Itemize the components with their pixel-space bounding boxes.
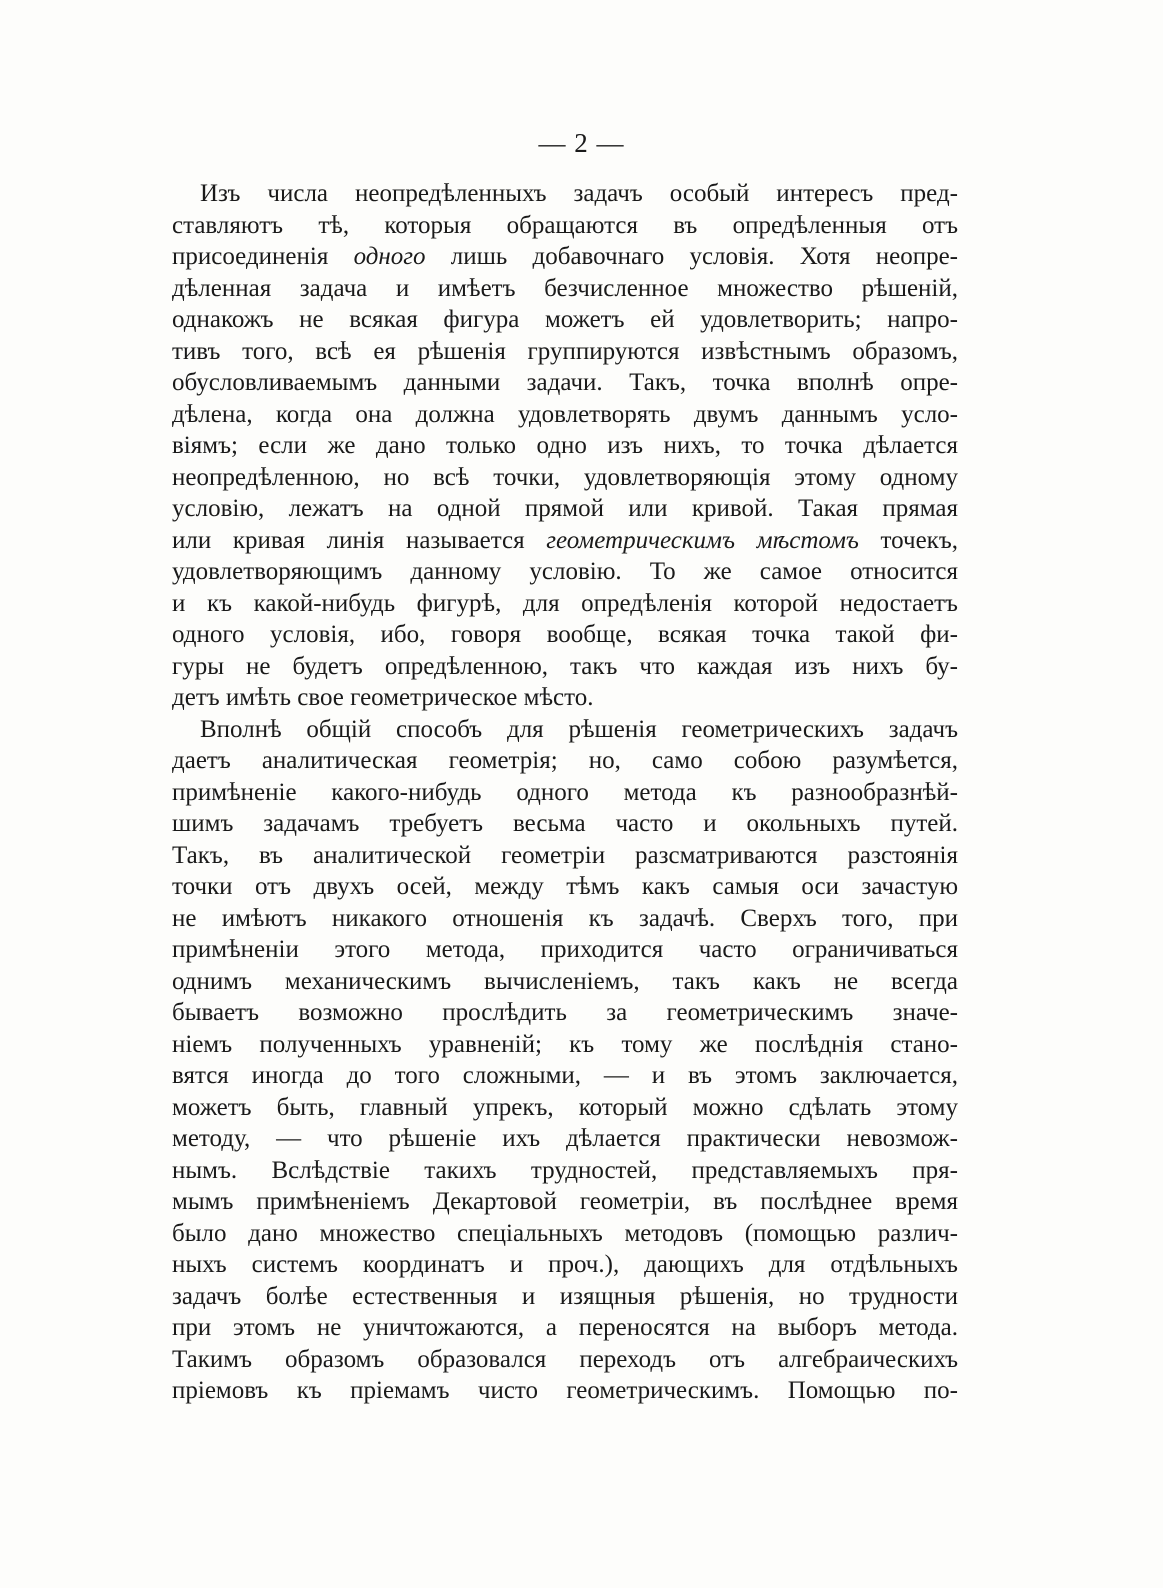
text-segment: примѣненіи этого метода, приходится часто ограничиваться — [172, 936, 958, 963]
text-line — [172, 745, 958, 777]
text-line — [172, 367, 958, 399]
text-segment: віямъ; если же дано только одно изъ нихъ, то точка дѣлается — [172, 432, 958, 459]
text-segment: вятся иногда до того сложными, — и въ этомъ заключается, — [172, 1062, 958, 1089]
text-line — [172, 1123, 958, 1155]
text-segment: неопредѣленною, но всѣ точки, удовлетворяющія этому одному — [172, 463, 958, 491]
text-segment: Такъ, въ аналитической геометріи разсматриваются разстоянія — [172, 841, 958, 869]
text-segment: тивъ того, всѣ ея рѣшенія группируются извѣстнымъ образомъ, — [172, 337, 958, 365]
text-line — [172, 178, 958, 210]
text-segment: гуры не будетъ опредѣленною, такъ что каждая изъ нихъ бу- — [172, 652, 958, 680]
text-segment: дѣленная задача и имѣетъ безчисленное множество рѣшеній, — [172, 274, 958, 302]
text-segment: обусловливаемымъ данными задачи. Такъ, точка вполнѣ опре- — [172, 369, 958, 396]
text-line — [172, 1060, 958, 1092]
body-text — [172, 178, 958, 1407]
text-segment: присоединенія — [172, 243, 354, 270]
text-line — [172, 273, 958, 305]
text-segment: одного условія, ибо, говоря вообще, всякая точка такой фи- — [172, 621, 958, 648]
text-line — [172, 462, 958, 494]
text-segment: было дано множество спеціальныхъ методовъ (помощью различ- — [172, 1219, 958, 1247]
text-line — [172, 903, 958, 935]
text-line — [172, 871, 958, 903]
text-segment: условію, лежатъ на одной прямой или кривой. Такая прямая — [172, 495, 958, 522]
text-line — [172, 1218, 958, 1250]
text-line — [172, 966, 958, 998]
text-line — [172, 682, 958, 714]
text-segment: лишь добавочнаго условія. Хотя неопре- — [425, 243, 958, 270]
text-line — [172, 304, 958, 336]
text-segment: однакожъ не всякая фигура можетъ ей удовлетворить; напро- — [172, 306, 958, 333]
text-line — [172, 1186, 958, 1218]
text-line — [172, 556, 958, 588]
text-line — [172, 808, 958, 840]
text-line — [172, 1155, 958, 1187]
text-line — [172, 430, 958, 462]
text-segment: шимъ задачамъ требуетъ весьма часто и окольныхъ путей. — [172, 810, 958, 837]
italic-term: одного — [353, 243, 426, 270]
text-segment: удовлетворяющимъ данному условію. То же самое относится — [172, 558, 958, 585]
text-segment: нымъ. Вслѣдствіе такихъ трудностей, представляемыхъ пря- — [172, 1156, 958, 1184]
text-line — [172, 493, 958, 525]
text-line — [172, 399, 958, 431]
italic-term: геометрическимъ мѣстомъ — [546, 526, 859, 554]
text-line — [172, 1312, 958, 1344]
text-segment: не имѣютъ никакого отношенія къ задачѣ. Сверхъ того, при — [172, 904, 958, 932]
text-segment: даетъ аналитическая геометрія; но, само собою разумѣется, — [172, 747, 958, 774]
text-segment: примѣненіе какого-нибудь одного метода къ разнообразнѣй- — [172, 778, 958, 806]
text-segment: методу, — что рѣшеніе ихъ дѣлается практически невозмож- — [172, 1125, 958, 1152]
text-line — [172, 934, 958, 966]
text-line — [172, 1281, 958, 1313]
text-segment: детъ имѣть свое геометрическое мѣсто. — [172, 684, 594, 711]
text-line — [172, 619, 958, 651]
text-segment: дѣлена, когда она должна удовлетворять двумъ даннымъ усло- — [172, 400, 958, 428]
text-segment: ныхъ системъ координатъ и проч.), дающихъ для отдѣльныхъ — [172, 1251, 958, 1278]
text-line — [172, 210, 958, 242]
text-segment: бываетъ возможно прослѣдить за геометрическимъ значе- — [172, 999, 958, 1026]
text-segment: и къ какой-нибудь фигурѣ, для опредѣленія которой недостаетъ — [172, 589, 958, 617]
page-number: — 2 — — [538, 128, 625, 158]
text-segment: можетъ быть, главный упрекъ, который можно сдѣлать этому — [172, 1093, 958, 1121]
text-segment: точекъ, — [858, 526, 958, 554]
text-segment: пріемовъ къ пріемамъ чисто геометрическимъ. Помощью по- — [172, 1377, 958, 1404]
text-segment: Изъ числа неопредѣленныхъ задачъ особый интересъ пред- — [200, 180, 958, 207]
text-line — [172, 1249, 958, 1281]
text-line — [172, 525, 958, 557]
text-line — [172, 1344, 958, 1376]
text-line — [172, 651, 958, 683]
text-line — [172, 840, 958, 872]
text-line — [172, 1092, 958, 1124]
text-segment: точки отъ двухъ осей, между тѣмъ какъ самыя оси зачастую — [172, 873, 958, 900]
text-line — [172, 777, 958, 809]
text-segment: задачъ болѣе естественныя и изящныя рѣшенія, но трудности — [172, 1282, 958, 1310]
text-line — [172, 336, 958, 368]
text-line — [172, 1029, 958, 1061]
text-segment: мымъ примѣненіемъ Декартовой геометріи, въ послѣднее время — [172, 1188, 958, 1215]
text-segment: Вполнѣ общій способъ для рѣшенія геометрическихъ задачъ — [200, 715, 958, 743]
text-segment: ставляютъ тѣ, которыя обращаются въ опредѣленныя отъ — [172, 211, 958, 239]
text-segment: при этомъ не уничтожаются, а переносятся на выборъ метода. — [172, 1314, 958, 1341]
text-segment: однимъ механическимъ вычисленіемъ, такъ какъ не всегда — [172, 967, 958, 995]
text-line — [172, 714, 958, 746]
text-segment: или кривая линія называется — [172, 526, 547, 554]
text-segment: Такимъ образомъ образовался переходъ отъ алгебраическихъ — [172, 1345, 958, 1373]
text-line — [172, 997, 958, 1029]
text-line — [172, 241, 958, 273]
text-segment: ніемъ полученныхъ уравненій; къ тому же послѣднія стано- — [172, 1030, 958, 1058]
text-line — [172, 588, 958, 620]
text-line — [172, 1375, 958, 1407]
